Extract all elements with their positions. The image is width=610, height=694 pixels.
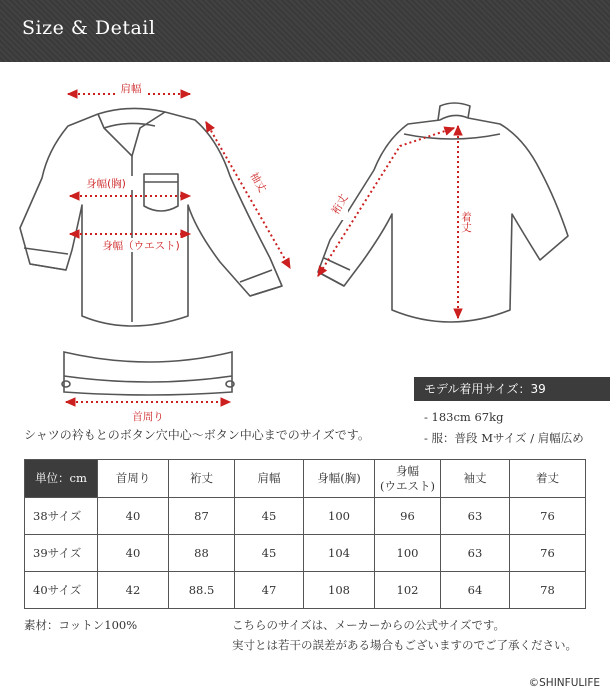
cell-length: 76 bbox=[510, 498, 586, 535]
copyright: ©SHINFULIFE bbox=[528, 677, 600, 689]
table-row bbox=[25, 498, 586, 535]
front-shirt-illustration bbox=[20, 108, 282, 326]
yuki-label: 裄丈 bbox=[329, 192, 351, 217]
cell-shoulder: 45 bbox=[235, 535, 304, 572]
table-row bbox=[25, 535, 586, 572]
cell-yuki: 88.5 bbox=[169, 572, 235, 609]
length-label: 着丈 bbox=[460, 211, 472, 233]
header-unit: 単位：cm bbox=[25, 460, 98, 498]
model-size-title: モデル着用サイズ：39 bbox=[414, 377, 610, 401]
row-size-label: 40サイズ bbox=[25, 572, 98, 609]
table-row bbox=[25, 572, 586, 609]
cell-waist: 100 bbox=[375, 535, 441, 572]
back-shirt-illustration bbox=[318, 103, 568, 322]
cell-chest: 108 bbox=[304, 572, 375, 609]
neck-label: 首周り bbox=[132, 411, 164, 423]
cell-shoulder: 45 bbox=[235, 498, 304, 535]
header-chest: 身幅(胸) bbox=[304, 460, 375, 498]
material-note: 素材：コットン100% bbox=[24, 618, 138, 632]
header-neck: 首周り bbox=[98, 460, 169, 498]
collar-note: シャツの衿もとのボタン穴中心～ボタン中心までのサイズです。 bbox=[24, 428, 370, 442]
cell-chest: 100 bbox=[304, 498, 375, 535]
cell-length: 76 bbox=[510, 535, 586, 572]
chest-label: 身幅(胸) bbox=[86, 178, 126, 190]
shoulder-label: 肩幅 bbox=[120, 83, 142, 95]
cell-neck: 40 bbox=[98, 498, 169, 535]
cell-sleeve: 63 bbox=[441, 498, 510, 535]
cell-sleeve: 63 bbox=[441, 535, 510, 572]
cell-neck: 42 bbox=[98, 572, 169, 609]
cell-yuki: 87 bbox=[169, 498, 235, 535]
row-size-label: 39サイズ bbox=[25, 535, 98, 572]
section-header bbox=[0, 0, 610, 62]
model-spec-height-weight: - 183cm 67kg bbox=[424, 410, 504, 424]
cell-waist: 102 bbox=[375, 572, 441, 609]
row-size-label: 38サイズ bbox=[25, 498, 98, 535]
header-shoulder: 肩幅 bbox=[235, 460, 304, 498]
header-yuki: 裄丈 bbox=[169, 460, 235, 498]
collar-band-illustration bbox=[62, 352, 234, 395]
waist-label: 身幅（ウエスト) bbox=[102, 240, 180, 252]
cell-sleeve: 64 bbox=[441, 572, 510, 609]
sleeve-label: 袖丈 bbox=[247, 170, 269, 195]
cell-chest: 104 bbox=[304, 535, 375, 572]
header-waist: 身幅 (ウエスト) bbox=[375, 460, 441, 498]
cell-length: 78 bbox=[510, 572, 586, 609]
sleeve-measure-line bbox=[206, 122, 290, 268]
official-size-note: こちらのサイズは、メーカーからの公式サイズです。 bbox=[232, 618, 506, 632]
header-length: 着丈 bbox=[510, 460, 586, 498]
cell-neck: 40 bbox=[98, 535, 169, 572]
size-table bbox=[24, 459, 586, 609]
cell-yuki: 88 bbox=[169, 535, 235, 572]
table-header-row bbox=[25, 460, 586, 498]
header-sleeve: 袖丈 bbox=[441, 460, 510, 498]
cell-waist: 96 bbox=[375, 498, 441, 535]
cell-shoulder: 47 bbox=[235, 572, 304, 609]
model-spec-usual-size: - 服：普段 Mサイズ / 肩幅広め bbox=[424, 431, 584, 445]
tolerance-note: 実寸とは若干の誤差がある場合もございますのでご了承ください。 bbox=[232, 638, 577, 652]
section-title: Size & Detail bbox=[22, 17, 156, 39]
